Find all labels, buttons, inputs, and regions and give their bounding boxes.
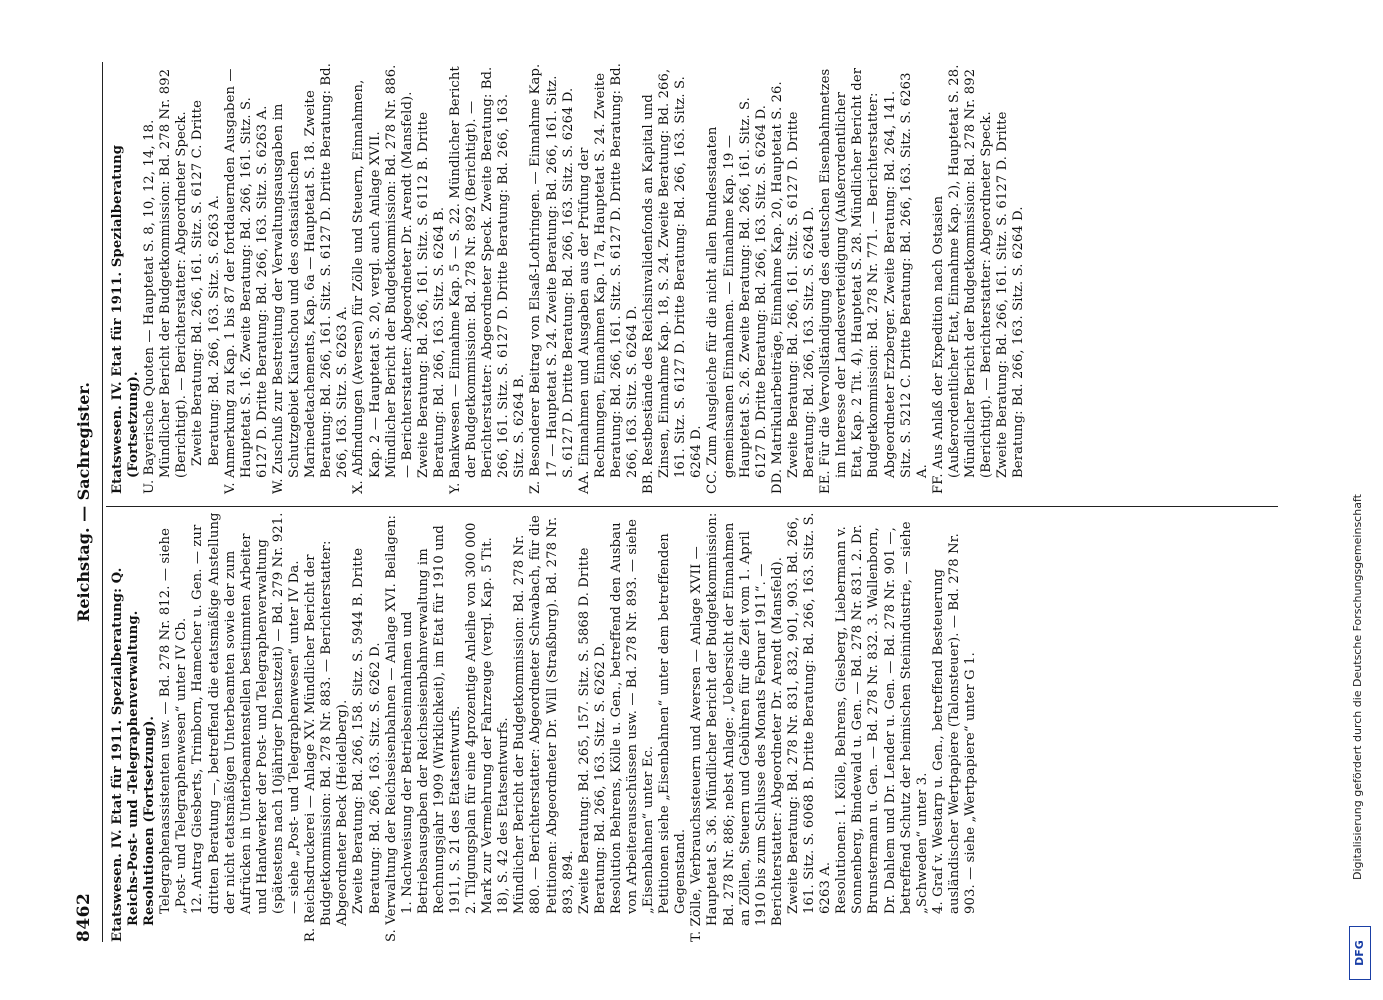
index-entry: CC. Zum Ausgleiche für die nicht allen Bundesstaaten gemeinsamen Einnahmen. — Einnahme Kap. 19 — Hauptetat S. 26. Zweite Beratung: Bd. 266, 161. Sitz. S. 6127 D. Dritte Beratung: Bd. 266, 163. Sitz. S. 6264 D. — [705, 97, 769, 494]
index-entry: Zweite Beratung: Bd. 266, 158. Sitz. S. 5944 B. Dritte Beratung: Bd. 266, 163. Sitz. S. 6262 D. — [351, 547, 383, 914]
index-entry: Zweite Beratung: Bd. 278 Nr. 831, 832, 901, 903. Bd. 266, 161. Sitz. S. 6068 B. Dritte Beratung: Bd. 266, 163. Sitz. S. 6263 A. — [785, 512, 834, 914]
index-entry: Etatswesen. IV. Etat für 1911. Spezialberatung: Q. Reichs-Post- und -Telegraphenverwaltung. Resolutionen (Fortsetzung). — [110, 567, 158, 942]
index-entry: DD. Matrikularbeiträge, Einnahme Kap. 20, Hauptetat S. 26. Zweite Beratung: Bd. 266, 161. Sitz. S. 6127 D. Dritte Beratung: Bd. 266, 163. Sitz. S. 6264 D. — [769, 81, 818, 494]
page-number: 8462 — [74, 892, 94, 942]
page-header — [70, 62, 102, 942]
dfg-footer — [1345, 0, 1375, 1000]
index-entry: R. Reichsdruckerei — Anlage XV. Mündlicher Bericht der Budgetkommission: Bd. 278 Nr. 883. — Berichterstatter: Abgeordneter Beck (Heidelberg). — [303, 540, 351, 942]
index-entry: Z. Besonderer Beitrag von Elsaß-Lothringen. — Einnahme Kap. 17 — Hauptetat S. 24. Zweite Beratung: Bd. 266, 161. Sitz. S. 6127 D. Dritte Beratung: Bd. 266, 163. Sitz. S. 6264 D. — [528, 63, 576, 494]
left-column — [110, 510, 979, 942]
index-entry: V. Anmerkung zu Kap. 1 bis 87 der fortdauernden Ausgaben — Hauptetat S. 16. Zweite Beratung: Bd. 266, 161. Sitz. S. 6127 D. Dritte Beratung: Bd. 266, 163. Sitz. S. 6263 A. — [222, 68, 270, 494]
index-entry: Petitionen siehe „Eisenbahnen“ unter dem betreffenden Gegenstand. — [657, 533, 689, 914]
index-entry: 2. Tilgungsplan für eine 4prozentige Anleihe von 300 000 Mark zur Vermehrung der Fahrzeuge (vergl. Kap. 5 Tit. 18), S. 42 des Etatsentwurfs. — [464, 522, 512, 914]
index-entry: U. Bayerische Quoten — Hauptetat S. 8, 10, 12, 14, 18. Mündlicher Bericht der Budgetkommission: Bd. 278 Nr. 892 (Berichtigt). — Berichterstatter: Abgeordneter Speck. — [142, 68, 190, 494]
index-entry: Y. Bankwesen — Einnahme Kap. 5 — S. 22. Mündlicher Bericht der Budgetkommission: Bd. 278 Nr. 892 (Berichtigt). — Berichterstatter: Abgeordneter Speck. Zweite Beratung: Bd. 266, 161. Sitz. S. 6127 D. Dritte Beratung: Bd. 266, 163. Sitz. S. 6264 B. — [447, 66, 528, 494]
index-entry: Zweite Beratung: Bd. 265, 157. Sitz. S. 5868 D. Dritte Beratung: Bd. 266, 163. Sitz. S. 6262 D. — [576, 547, 608, 914]
column-divider — [106, 506, 1278, 507]
index-entry: W. Zuschuß zur Bestreitung der Verwaltungsausgaben im Schutzgebiet Kiautschou und des ostasiatischen Marinedetachements, Kap. 6a — Hauptetat S. 18. Zweite Beratung: Bd. 266, 161. Sitz. S. 6127 D. Dritte Beratung: Bd. 266, 163. Sitz. S. 6263 A. — [270, 62, 351, 494]
index-entry: Zweite Beratung: Bd. 266, 161. Sitz. S. 6127 C. Dritte Beratung: Bd. 266, 163. Sitz. S. 6263 A. — [190, 99, 222, 466]
dfg-logo: DFG — [1349, 926, 1371, 980]
index-entry: AA. Einnahmen und Ausgaben aus der Prüfung der Rechnungen, Einnahmen Kap. 17a, Hauptetat S. 24. Zweite Beratung: Bd. 266, 161. Sitz. S. 6127 D. Dritte Beratung: Bd. 266, 163. Sitz. S. 6264 D. — [576, 62, 640, 494]
index-entry: BB. Restbestände des Reichsinvalidenfonds an Kapital und Zinsen, Einnahme Kap. 18, S. 24. Zweite Beratung: Bd. 266, 161. Sitz. S. 6127 D. Dritte Beratung: Bd. 266, 163. Sitz. S. 6264 D. — [641, 68, 705, 494]
right-column — [110, 62, 1027, 494]
index-entry: X. Abfindungen (Aversen) für Zölle und Steuern, Einnahmen, Kap. 2 — Hauptetat S. 20, vergl. auch Anlage XVII. Mündlicher Bericht der Budgetkommission: Bd. 278 Nr. 886. — Berichterstatter: Abgeordneter Dr. Arendt (Mansfeld). Zweite Beratung: Bd. 266, 161. Sitz. S. 6112 B. Dritte Beratung: Bd. 266, 163. Sitz. S. 6264 B. — [351, 64, 447, 494]
index-entry: Etatswesen. IV. Etat für 1911. Spezialberatung (Fortsetzung). — [110, 144, 142, 494]
page-title: Reichstag. — Sachregister. — [74, 382, 93, 622]
index-entry: Mündlicher Bericht der Budgetkommission: Bd. 278 Nr. 880. — Berichterstatter: Abgeordneter Schwabach, für die Petitionen: Abgeordneter Dr. Will (Straßburg). Bd. 278 Nr. 893, 894. — [512, 515, 576, 914]
index-entry: 12. Antrag Giesberts, Trimborn, Hamecher u. Gen. — zur dritten Beratung —, betreffend die etatsmäßige Anstellung der nicht etatsmäßigen Unterbeamten sowie der zum Aufrücken in Unterbeamtenstellen bestimmten Arbeiter und Handwerker der Post- und Telegraphenverwaltung (spätestens nach 10jähriger Dienstzeit) — Bd. 279 Nr. 921. — siehe „Post- und Telegraphenwesen“ unter IV Da. — [190, 512, 303, 914]
index-entry: FF. Aus Anlaß der Expedition nach Ostasien (Außerordentlicher Etat, Einnahme Kap. 2), Hauptetat S. 28. Mündlicher Bericht der Budgetkommission: Bd. 278 Nr. 892 (Berichtigt). — Berichterstatter: Abgeordneter Speck. Zweite Beratung: Bd. 266, 161. Sitz. S. 6127 D. Dritte Beratung: Bd. 266, 163. Sitz. S. 6264 D. — [930, 64, 1027, 494]
dfg-note: Digitalisierung gefördert durch die Deutsche Forschungsgemeinschaft — [1351, 494, 1364, 880]
header-rule — [102, 62, 103, 942]
index-entry: T. Zölle, Verbrauchssteuern und Aversen — Anlage XVII — Hauptetat S. 36. Mündlicher Bericht der Budgetkommission: Bd. 278 Nr. 886; nebst Anlage: „Uebersicht der Einnahmen an Zöllen, Steuern und Gebühren für die Zeit vom 1. April 1910 bis zum Schlusse des Monats Februar 1911“. — Berichterstatter: Abgeordneter Dr. Arendt (Mansfeld). — [689, 512, 785, 942]
index-entry: 4. Graf v. Westarp u. Gen., betreffend Besteuerung ausländischer Wertpapiere (Talonsteuer). — Bd. 278 Nr. 903. — siehe „Wertpapiere“ unter G 1. — [930, 533, 978, 914]
index-entry: EE. Für die Vervollständigung des deutschen Eisenbahnnetzes im Interesse der Landesverteidigung (Außerordentlicher Etat, Kap. 2 Tit. 4), Hauptetat S. 28. Mündlicher Bericht der Budgetkommission: Bd. 278 Nr. 771. — Berichterstatter: Abgeordneter Erzberger. Zweite Beratung: Bd. 264, 141. Sitz. S. 5212 C. Dritte Beratung: Bd. 266, 163. Sitz. S. 6263 A. — [818, 67, 930, 494]
index-entry: 1. Nachweisung der Betriebseinnahmen und Betriebsausgaben der Reichseisenbahnverwaltung im Rechnungsjahr 1909 (Wirklichkeit), im Etat für 1910 und 1911, S. 21 des Etatsentwurfs. — [399, 525, 463, 914]
index-entry: Telegraphenassistenten usw. — Bd. 278 Nr. 812. — siehe „Post- und Telegraphenwesen“ unter IV Cb. — [158, 527, 190, 914]
index-entry: Resolution Behrens, Kölle u. Gen., betreffend den Ausbau von Arbeiterausschüssen usw. — Bd. 278 Nr. 893. — siehe „Eisenbahnen“ unter Ec. — [608, 519, 657, 914]
index-entry: S. Verwaltung der Reichseisenbahnen — Anlage XVI. Beilagen: — [383, 514, 399, 942]
index-entry: Resolutionen: 1. Kölle, Behrens, Giesberg, Liebermann v. Sonnenberg, Bindewald u. Gen. — Bd. 278 Nr. 831. 2. Dr. Brunstermann u. Gen. — Bd. 278 Nr. 832. 3. Wallenborn, Dr. Dahlem und Dr. Lender u. Gen. — Bd. 278 Nr. 901 —, betreffend Schutz der heimischen Steinindustrie, — siehe „Schweden“ unter 3. — [834, 521, 930, 914]
